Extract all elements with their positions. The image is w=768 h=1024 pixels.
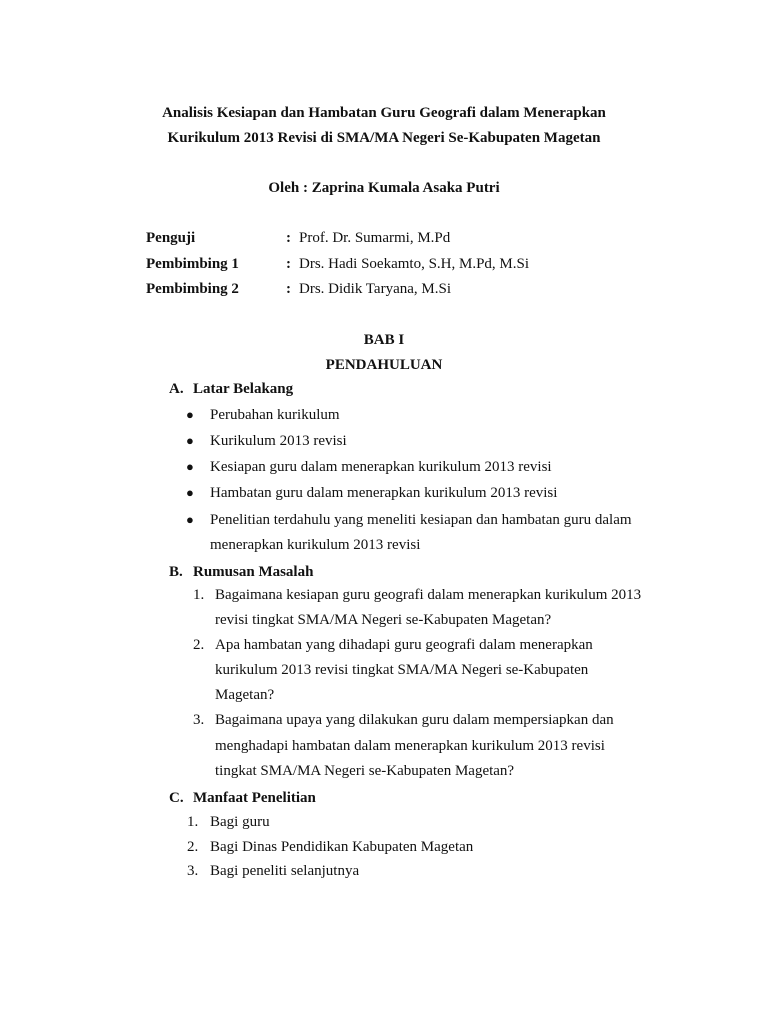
examiner-label: Penguji bbox=[146, 230, 196, 246]
section-heading-b bbox=[169, 562, 313, 582]
item-text-continuation: revisi tingkat SMA/MA Negeri se-Kabupaten Magetan? bbox=[215, 612, 552, 628]
item-text: Bagaimana upaya yang dilakukan guru dalam mempersiapkan dan bbox=[215, 712, 614, 728]
chapter-name: PENDAHULUAN bbox=[325, 357, 443, 373]
item-text: Bagi guru bbox=[210, 814, 270, 830]
item-text-continuation: Magetan? bbox=[215, 687, 275, 703]
item-text: Bagi peneliti selanjutnya bbox=[210, 863, 360, 879]
item-text: Bagaimana kesiapan guru geografi dalam menerapkan kurikulum 2013 bbox=[215, 587, 642, 603]
item-number: 3. bbox=[193, 712, 205, 728]
examiner-label: Pembimbing 1 bbox=[146, 256, 239, 272]
section-title: Rumusan Masalah bbox=[193, 564, 314, 580]
item-text-continuation: tingkat SMA/MA Negeri se-Kabupaten Magetan? bbox=[215, 763, 515, 779]
item-number: 2. bbox=[187, 839, 199, 855]
examiner-separator: : bbox=[286, 281, 291, 297]
section-letter: B. bbox=[169, 564, 183, 580]
examiner-value: Drs. Didik Taryana, M.Si bbox=[299, 281, 451, 297]
bullet-icon: ● bbox=[186, 512, 194, 527]
section-letter: C. bbox=[169, 790, 184, 806]
item-number: 3. bbox=[187, 863, 199, 879]
item-number: 1. bbox=[193, 587, 205, 603]
examiner-row bbox=[146, 254, 530, 274]
list-item-text: Hambatan guru dalam menerapkan kurikulum 2013 revisi bbox=[210, 485, 558, 501]
item-number: 1. bbox=[187, 814, 199, 830]
section-title: Manfaat Penelitian bbox=[193, 790, 316, 806]
item-number: 2. bbox=[193, 637, 205, 653]
list-item-continuation: menerapkan kurikulum 2013 revisi bbox=[210, 537, 421, 553]
examiner-row bbox=[146, 228, 451, 248]
bullet-icon: ● bbox=[186, 485, 194, 500]
examiner-separator: : bbox=[286, 230, 291, 246]
list-item-text: Perubahan kurikulum bbox=[210, 407, 340, 423]
chapter-number: BAB I bbox=[363, 332, 405, 348]
item-text-continuation: kurikulum 2013 revisi tingkat SMA/MA Negeri se-Kabupaten bbox=[215, 662, 589, 678]
section-heading-a bbox=[169, 379, 293, 399]
examiner-row bbox=[146, 279, 451, 299]
examiner-separator: : bbox=[286, 256, 291, 272]
list-item-text: Penelitian terdahulu yang meneliti kesiapan dan hambatan guru dalam bbox=[210, 512, 632, 528]
bullet-icon: ● bbox=[186, 433, 194, 448]
list-item-text: Kesiapan guru dalam menerapkan kurikulum 2013 revisi bbox=[210, 459, 552, 475]
section-title: Latar Belakang bbox=[193, 381, 294, 397]
title-line-1: Analisis Kesiapan dan Hambatan Guru Geografi dalam Menerapkan bbox=[162, 105, 606, 121]
list-item-text: Kurikulum 2013 revisi bbox=[210, 433, 347, 449]
item-text: Bagi Dinas Pendidikan Kabupaten Magetan bbox=[210, 839, 474, 855]
examiner-label: Pembimbing 2 bbox=[146, 281, 239, 297]
bullet-icon: ● bbox=[186, 459, 194, 474]
examiner-value: Prof. Dr. Sumarmi, M.Pd bbox=[299, 230, 451, 246]
bullet-icon: ● bbox=[186, 407, 194, 422]
item-text: Apa hambatan yang dihadapi guru geografi dalam menerapkan bbox=[215, 637, 593, 653]
examiner-value: Drs. Hadi Soekamto, S.H, M.Pd, M.Si bbox=[299, 256, 530, 272]
item-text-continuation: menghadapi hambatan dalam menerapkan kurikulum 2013 revisi bbox=[215, 738, 605, 754]
section-heading-c bbox=[169, 788, 316, 808]
author-line: Oleh : Zaprina Kumala Asaka Putri bbox=[268, 180, 500, 196]
section-letter: A. bbox=[169, 381, 184, 397]
title-line-2: Kurikulum 2013 Revisi di SMA/MA Negeri Se-Kabupaten Magetan bbox=[167, 130, 601, 146]
